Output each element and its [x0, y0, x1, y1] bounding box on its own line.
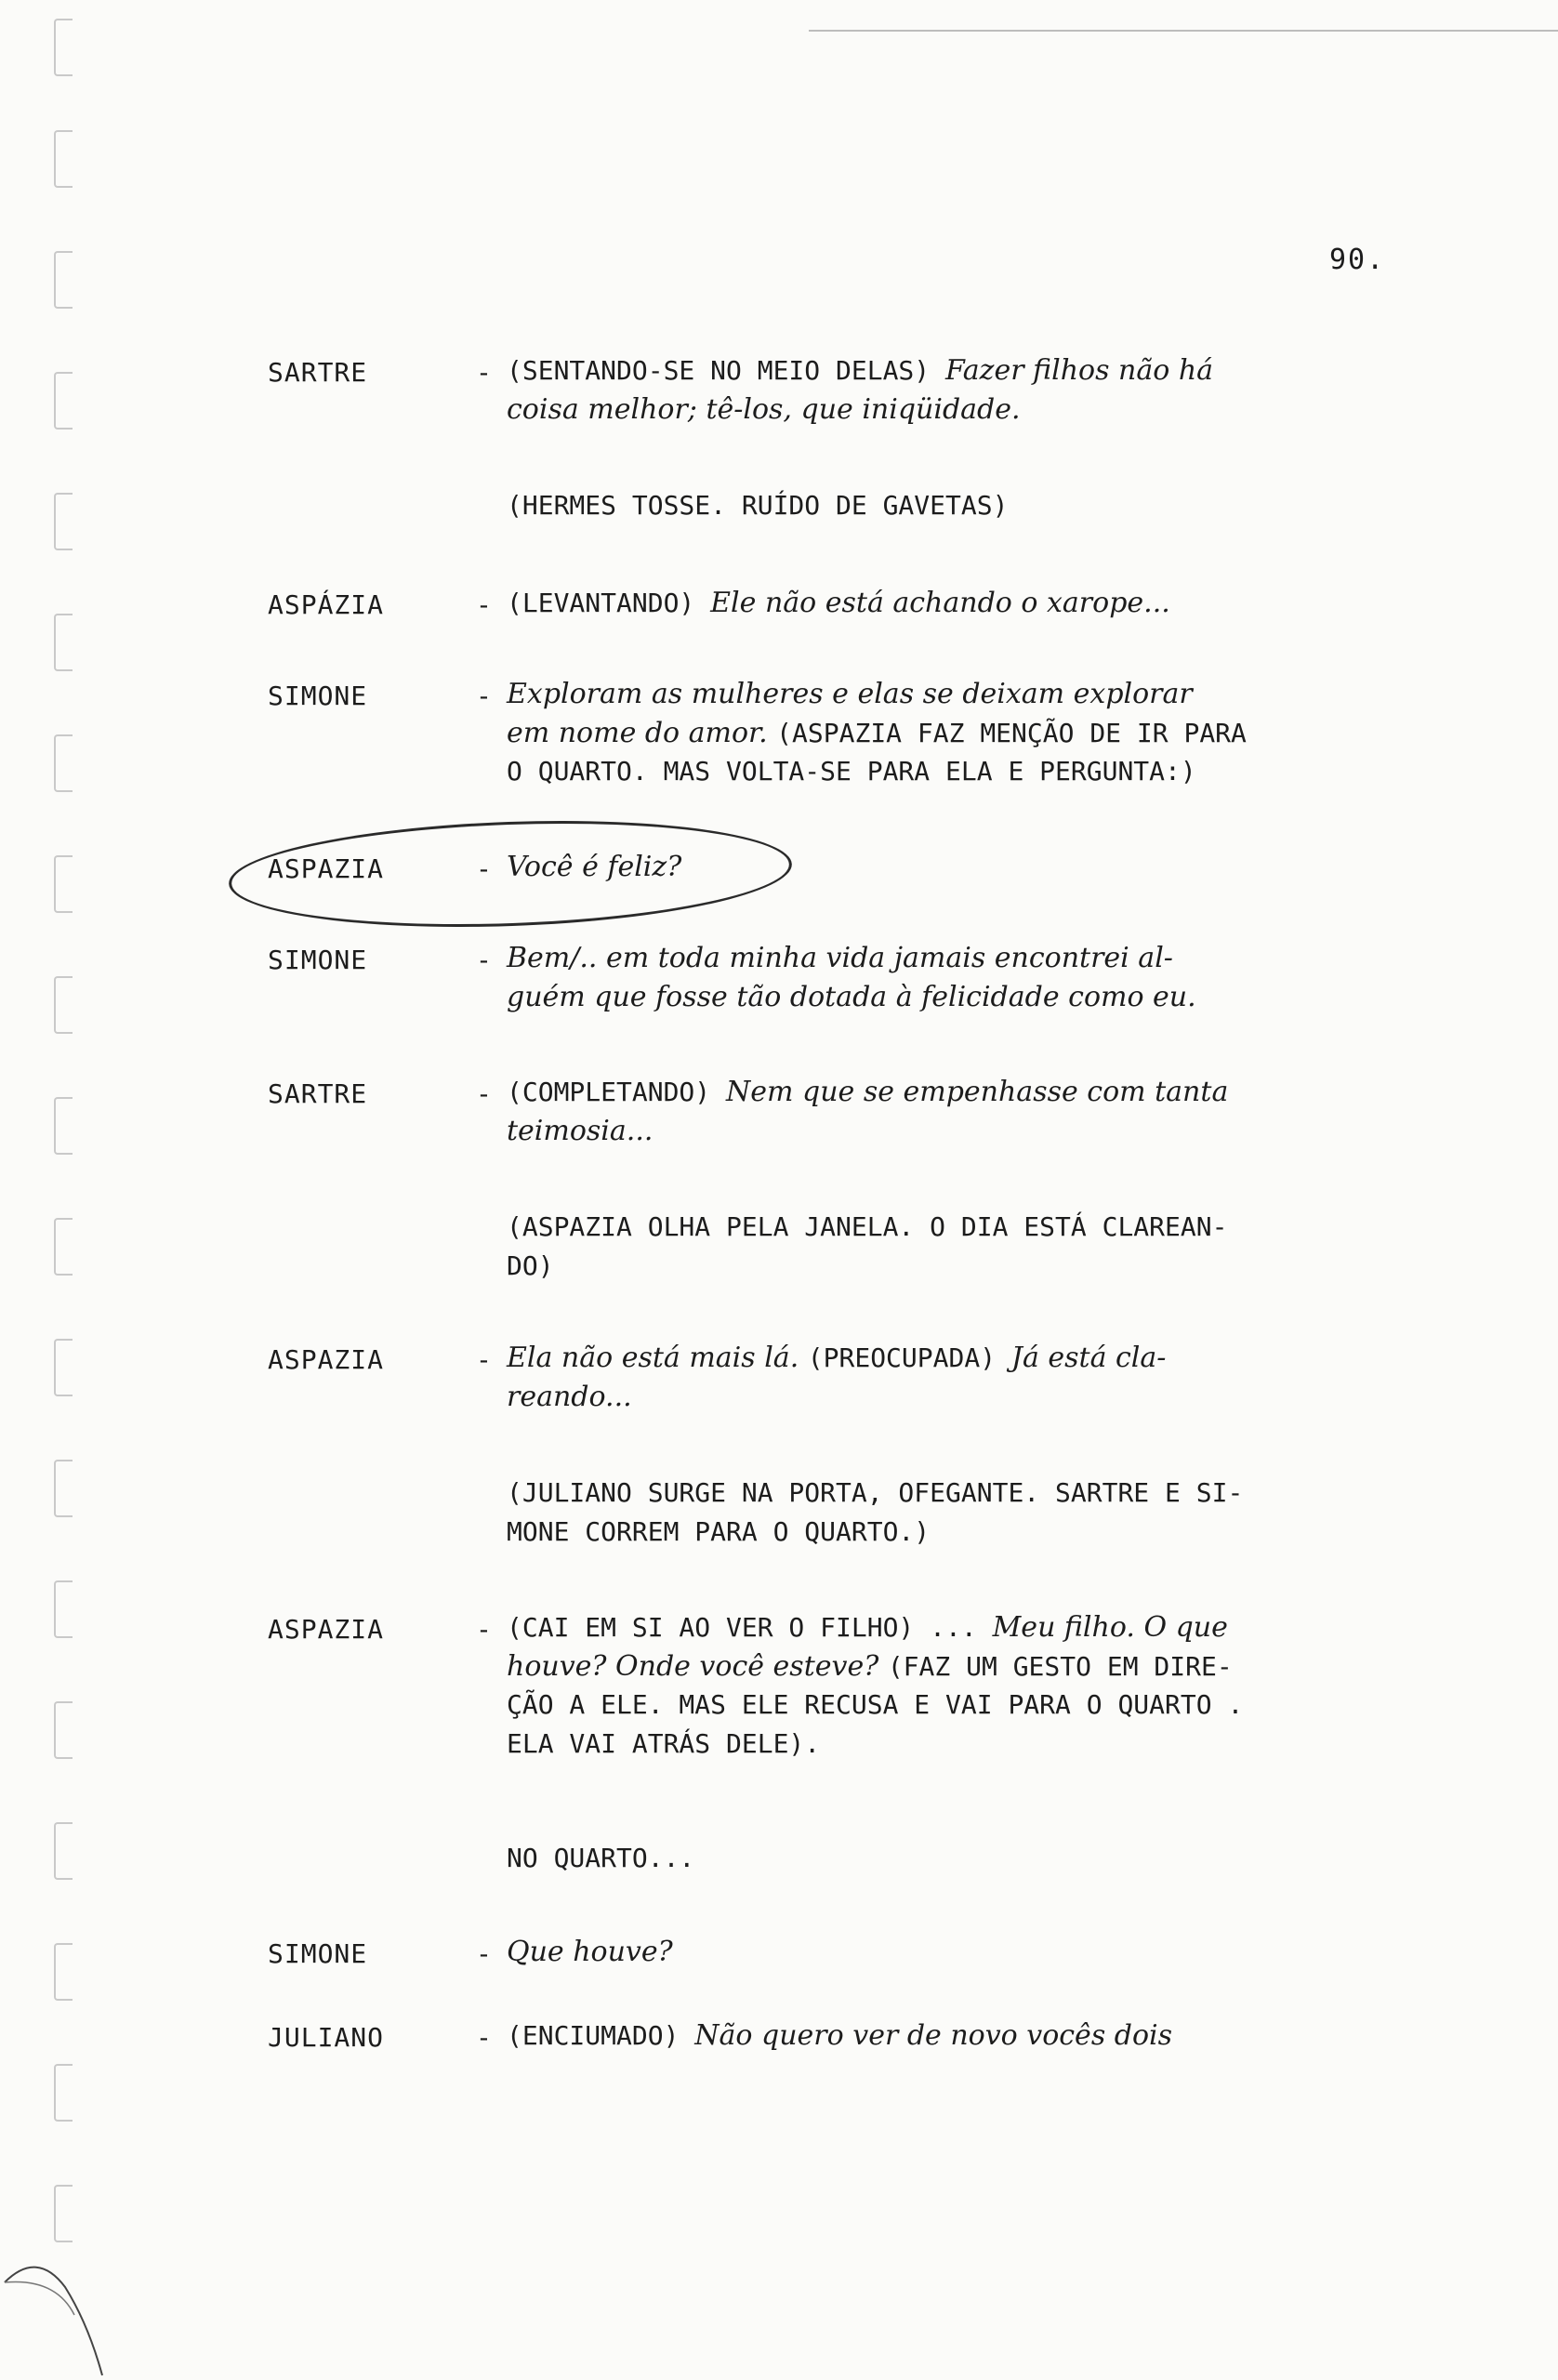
dialogue-dash: -: [476, 853, 492, 884]
dialogue-dash: -: [476, 357, 492, 388]
speaker-name: SIMONE: [268, 681, 368, 711]
speaker-name: JULIANO: [268, 2022, 385, 2053]
spoken-text: Você é feliz?: [507, 851, 682, 883]
stage-direction: ELA VAI ATRÁS DELE).: [507, 1728, 821, 1759]
stage-direction: (LEVANTANDO): [507, 588, 711, 618]
binder-hole: [54, 493, 73, 550]
script-line: [507, 393, 1021, 426]
binder-hole: [54, 19, 73, 76]
speaker-name: SIMONE: [268, 945, 368, 975]
stage-direction: (FAZ UM GESTO EM DIRE-: [887, 1651, 1233, 1682]
binder-hole: [54, 734, 73, 792]
spoken-text: Fazer filhos não há: [945, 354, 1214, 387]
script-line: [507, 678, 1193, 710]
stage-direction: (HERMES TOSSE. RUÍDO DE GAVETAS): [507, 490, 1009, 521]
stage-direction: (JULIANO SURGE NA PORTA, OFEGANTE. SARTRE E SI-: [507, 1477, 1244, 1508]
spoken-text: Ele não está achando o xarope...: [710, 587, 1170, 619]
spoken-text: Ela não está mais lá.: [507, 1342, 808, 1374]
script-line: [507, 354, 1214, 387]
script-line: [507, 1211, 1228, 1242]
dialogue-dash: -: [476, 1938, 492, 1969]
spoken-text: Meu filho. O que: [992, 1611, 1228, 1644]
dialogue-dash: -: [476, 945, 492, 975]
script-line: [507, 1689, 1244, 1720]
binder-hole: [54, 976, 73, 1034]
binder-hole: [54, 1339, 73, 1396]
speaker-name: ASPÁZIA: [268, 589, 385, 620]
binder-hole: [54, 251, 73, 309]
speaker-name: ASPAZIA: [268, 1614, 385, 1645]
script-line: [507, 1477, 1244, 1508]
binder-hole: [54, 1701, 73, 1759]
stage-direction: (COMPLETANDO): [507, 1077, 727, 1107]
binder-hole: [54, 1097, 73, 1155]
binder-hole: [54, 372, 73, 430]
speaker-name: SARTRE: [268, 1078, 368, 1109]
script-line: [507, 2019, 1173, 2052]
script-line: [507, 853, 681, 881]
spoken-text: Não quero ver de novo vocês dois: [694, 2019, 1173, 2052]
page-curl-mark: [0, 2250, 139, 2380]
script-line: [507, 1611, 1228, 1644]
spoken-text: Nem que se empenhasse com tanta: [726, 1076, 1229, 1108]
binder-hole: [54, 1460, 73, 1517]
binder-holes: [37, 19, 121, 2287]
script-line: [507, 717, 1247, 749]
script-line: [507, 1845, 694, 1871]
speaker-name: ASPAZIA: [268, 1344, 385, 1375]
script-line: [507, 1728, 821, 1759]
script-line: [507, 1650, 1233, 1683]
script-line: [507, 1938, 673, 1966]
stage-direction: ÇÃO A ELE. MAS ELE RECUSA E VAI PARA O QUARTO .: [507, 1689, 1244, 1720]
binder-hole: [54, 1822, 73, 1880]
script-line: [507, 589, 1170, 617]
spoken-text: Exploram as mulheres e elas se deixam explorar: [507, 678, 1193, 710]
dialogue-dash: -: [476, 1344, 492, 1375]
binder-hole: [54, 1943, 73, 2001]
stage-direction: (ASPAZIA FAZ MENÇÃO DE IR PARA: [776, 718, 1247, 748]
binder-hole: [54, 855, 73, 913]
speaker-name: SIMONE: [268, 1938, 368, 1969]
script-line: [507, 1117, 653, 1145]
spoken-text: Que houve?: [507, 1936, 673, 1968]
script-line: [507, 942, 1173, 974]
script-line: [507, 1078, 1228, 1106]
binder-hole: [54, 614, 73, 671]
binder-hole: [54, 1580, 73, 1638]
script-line: [507, 981, 1196, 1013]
spoken-text: houve? Onde você esteve?: [507, 1650, 888, 1683]
speaker-name: ASPAZIA: [268, 853, 385, 884]
spoken-text: teimosia...: [507, 1115, 654, 1147]
stage-direction: DO): [507, 1250, 554, 1281]
spoken-text: guém que fosse tão dotada à felicidade como eu.: [507, 981, 1196, 1013]
stage-direction: (SENTANDO-SE NO MEIO DELAS): [507, 355, 946, 386]
script-line: [507, 1250, 554, 1281]
top-rule: [809, 30, 1558, 32]
spoken-text: em nome do amor.: [507, 717, 777, 749]
binder-hole: [54, 130, 73, 188]
script-line: [507, 1516, 931, 1547]
stage-direction: MONE CORREM PARA O QUARTO.): [507, 1516, 931, 1547]
spoken-text: Já está cla-: [1010, 1342, 1167, 1374]
speaker-name: SARTRE: [268, 357, 368, 388]
stage-direction: (PREOCUPADA): [807, 1342, 1011, 1373]
script-line: [507, 1344, 1166, 1372]
script-line: [507, 756, 1196, 787]
script-line: [507, 490, 1009, 521]
page-number: 90.: [1329, 244, 1386, 276]
stage-direction: (ASPAZIA OLHA PELA JANELA. O DIA ESTÁ CLAREAN-: [507, 1211, 1228, 1242]
spoken-text: reando...: [507, 1381, 632, 1413]
stage-direction: (CAI EM SI AO VER O FILHO) ...: [507, 1612, 993, 1643]
script-line: [507, 1383, 632, 1411]
dialogue-dash: -: [476, 1078, 492, 1109]
spoken-text: coisa melhor; tê-los, que iniqüidade.: [507, 393, 1021, 426]
dialogue-dash: -: [476, 1614, 492, 1645]
dialogue-dash: -: [476, 2022, 492, 2053]
stage-direction: NO QUARTO...: [507, 1843, 695, 1873]
binder-hole: [54, 1218, 73, 1276]
binder-hole: [54, 2064, 73, 2122]
binder-hole: [54, 2185, 73, 2242]
spoken-text: Bem/.. em toda minha vida jamais encontrei al-: [507, 942, 1173, 974]
stage-direction: (ENCIUMADO): [507, 2020, 695, 2051]
stage-direction: O QUARTO. MAS VOLTA-SE PARA ELA E PERGUNTA:): [507, 756, 1196, 787]
dialogue-dash: -: [476, 589, 492, 620]
dialogue-dash: -: [476, 681, 492, 711]
